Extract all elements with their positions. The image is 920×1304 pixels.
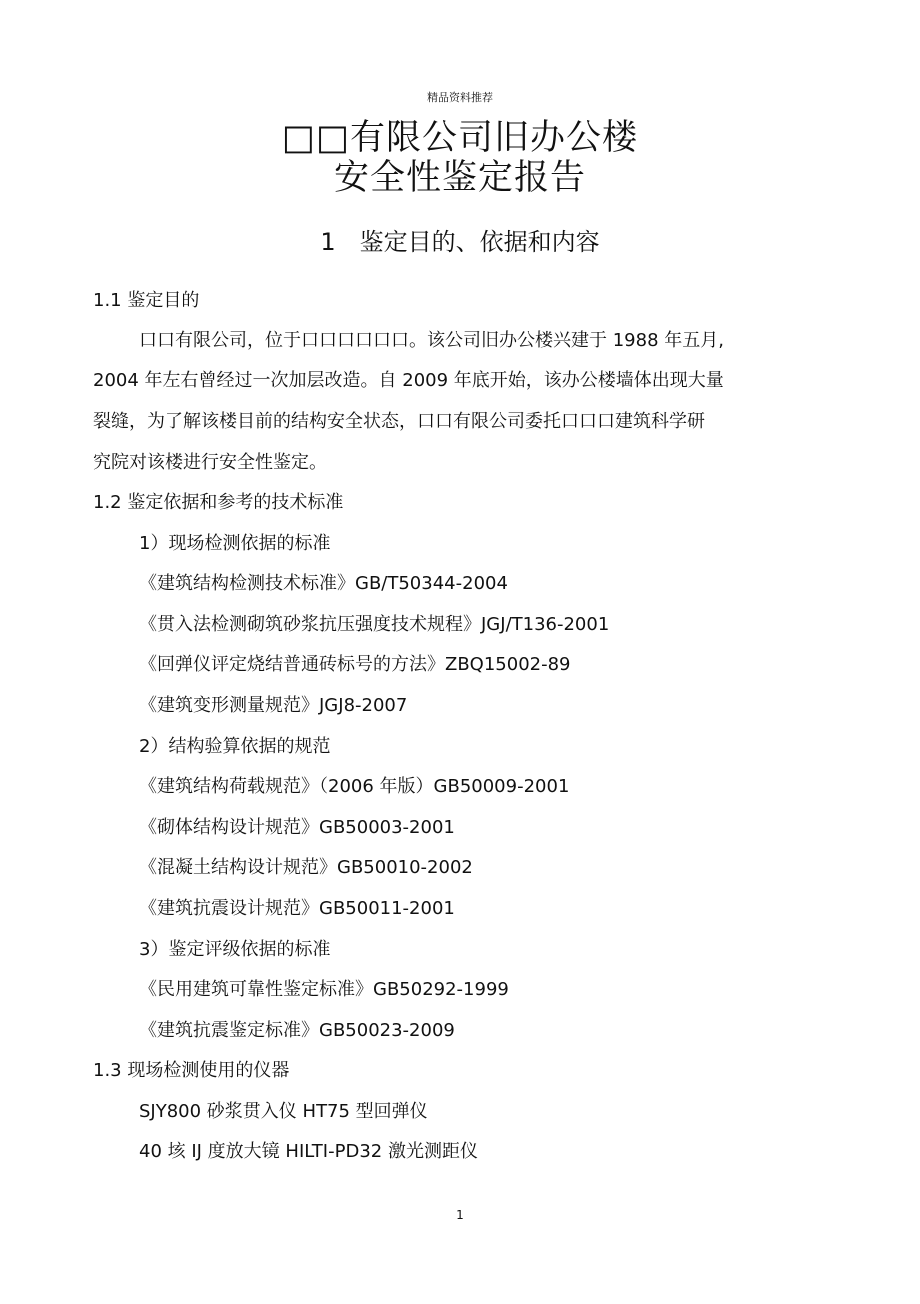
standard-item: 《民用建筑可靠性鉴定标准》GB50292-1999 [139, 979, 509, 1000]
header-note: 精品资料推荐 [427, 91, 493, 104]
standard-item: 《回弹仪评定烧结普通砖标号的方法》ZBQ15002-89 [139, 654, 571, 675]
section-1-1-heading: 1.1 鉴定目的 [93, 290, 200, 311]
standard-item: 《建筑变形测量规范》JGJ8-2007 [139, 695, 408, 716]
section-1-2-heading: 1.2 鉴定依据和参考的技术标准 [93, 492, 344, 513]
chapter-1-heading: 1 鉴定目的、依据和内容 [320, 228, 600, 256]
section-1-3-heading: 1.3 现场检测使用的仪器 [93, 1060, 290, 1081]
paragraph-line: 裂缝，为了解该楼目前的结构安全状态，口口有限公司委托口口口建筑科学研 [93, 411, 705, 432]
standard-item: 《建筑抗震设计规范》GB50011-2001 [139, 898, 455, 919]
page-number: 1 [456, 1208, 464, 1222]
standard-item: 《混凝土结构设计规范》GB50010-2002 [139, 857, 473, 878]
paragraph-line: 究院对该楼进行安全性鉴定。 [93, 452, 327, 473]
subsection-heading: 1）现场检测依据的标准 [139, 533, 331, 554]
paragraph-line: 2004 年左右曾经过一次加层改造。自 2009 年底开始，该办公楼墙体出现大量 [93, 370, 724, 391]
standard-item: 《建筑抗震鉴定标准》GB50023-2009 [139, 1020, 455, 1041]
standard-item: 《贯入法检测砌筑砂浆抗压强度技术规程》JGJ/T136-2001 [139, 614, 610, 635]
paragraph-line: 口口有限公司，位于口口口口口口。该公司旧办公楼兴建于 1988 年五月, [139, 330, 724, 351]
report-title-line-1: □□有限公司旧办公楼 [281, 118, 639, 158]
report-title-line-2: 安全性鉴定报告 [333, 158, 586, 198]
standard-item: 《建筑结构检测技术标准》GB/T50344-2004 [139, 573, 508, 594]
subsection-heading: 3）鉴定评级依据的标准 [139, 939, 331, 960]
instrument-item: 40 垓 IJ 度放大镜 HILTI-PD32 激光测距仪 [139, 1141, 478, 1162]
instrument-item: SJY800 砂浆贯入仪 HT75 型回弹仪 [139, 1101, 428, 1122]
standard-item: 《建筑结构荷载规范》（2006 年版）GB50009-2001 [139, 776, 570, 797]
standard-item: 《砌体结构设计规范》GB50003-2001 [139, 817, 455, 838]
subsection-heading: 2）结构验算依据的规范 [139, 736, 331, 757]
